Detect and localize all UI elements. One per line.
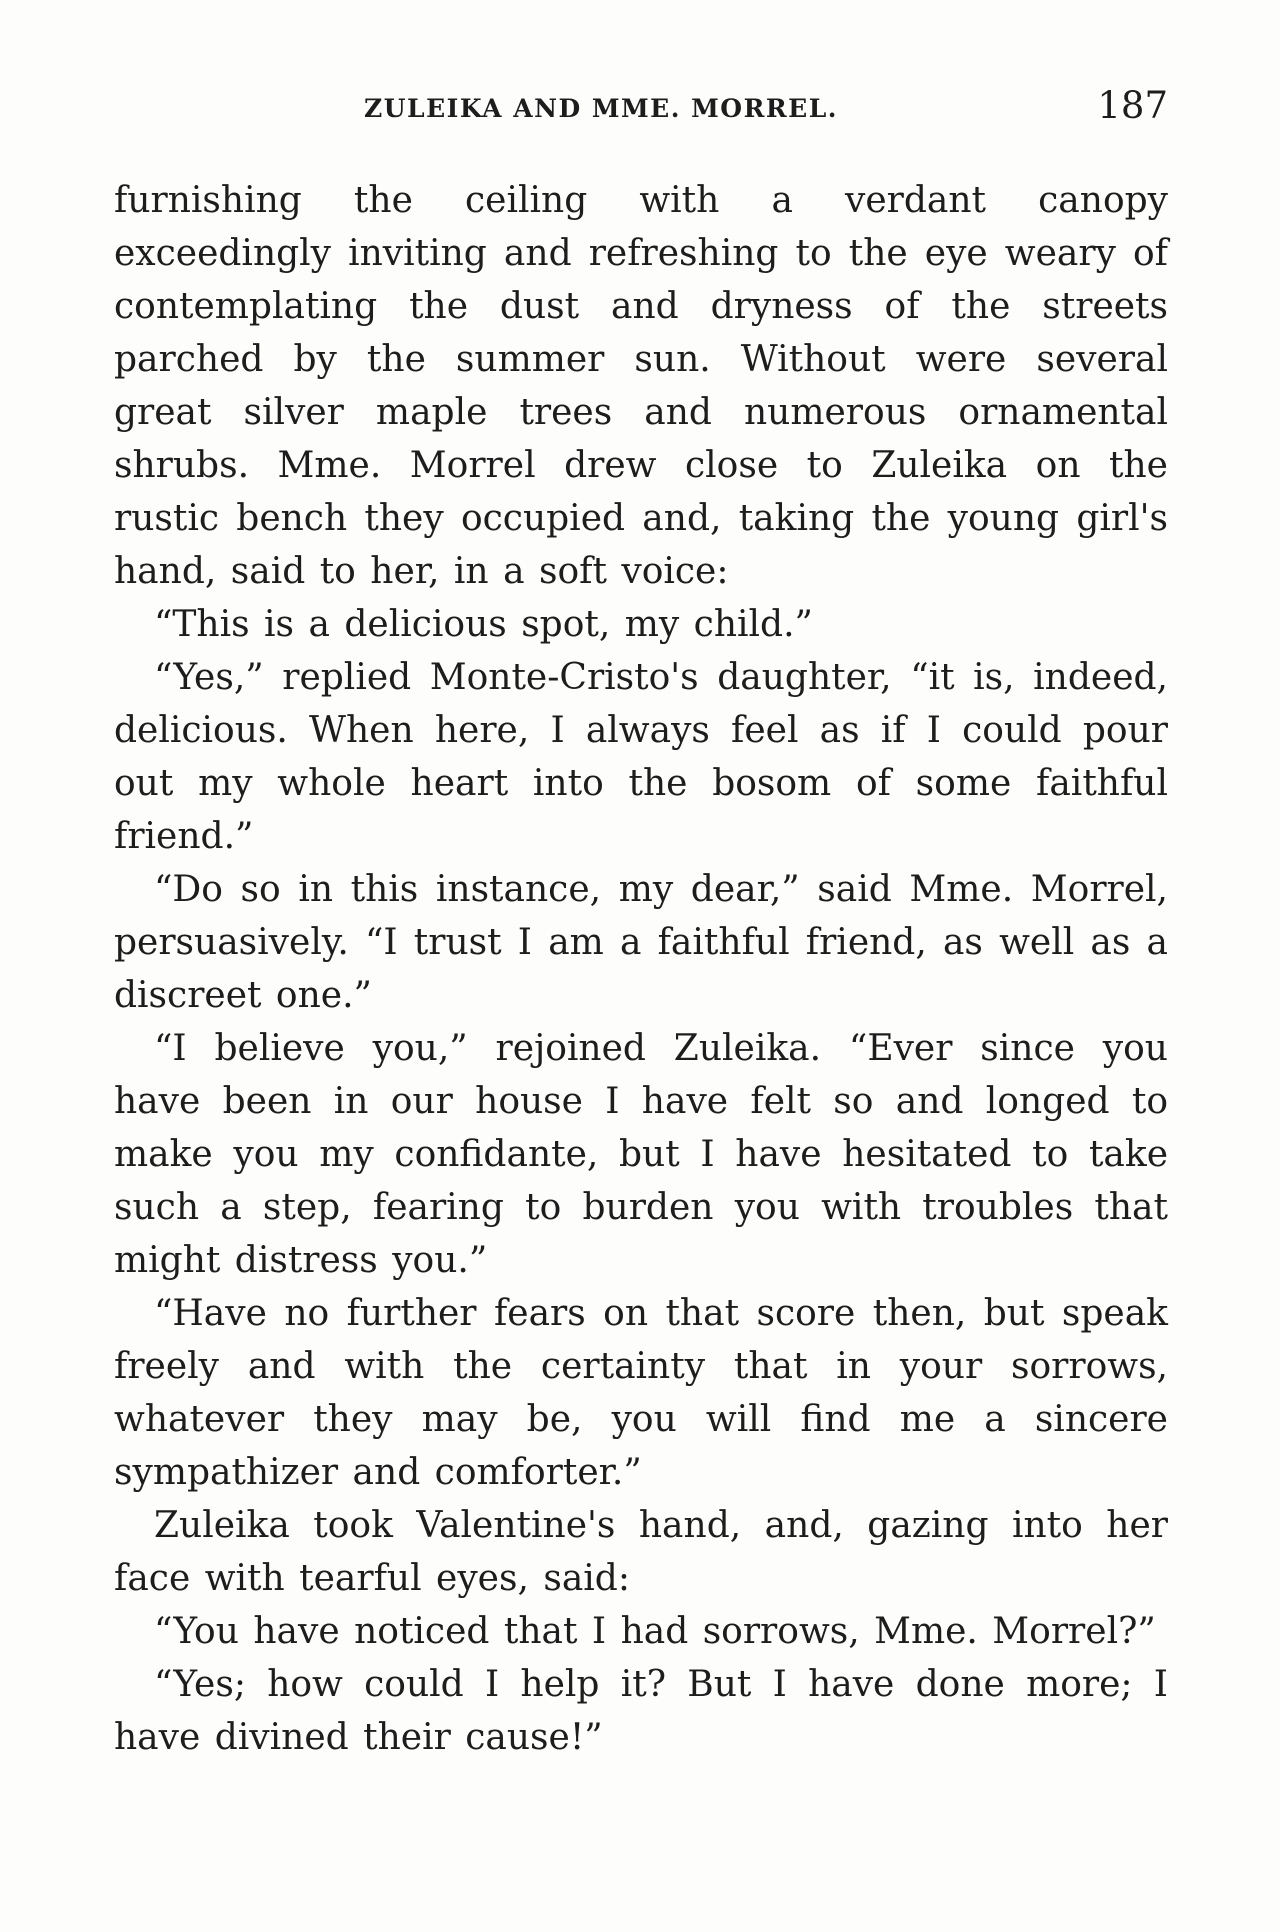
paragraph: “Yes; how could I help it? But I have done more; I have divined their cause!” bbox=[114, 1664, 1168, 1758]
paragraph: “Do so in this instance, my dear,” said Mme. Morrel, persuasively. “I trust I am a faithful friend, as well as a discreet one.” bbox=[114, 869, 1168, 1016]
paragraph: furnishing the ceiling with a verdant canopy exceedingly inviting and refreshing to the eye weary of contemplating the dust and dryness of the streets parched by the summer sun. Without were several great silver maple trees and numerous ornamental shrubs. Mme. Morrel drew close to Zuleika on the rustic bench they occupied and, taking the young girl's hand, said to her, in a soft voice: bbox=[114, 180, 1168, 592]
paragraph: “I believe you,” rejoined Zuleika. “Ever since you have been in our house I have felt so and longed to make you my confidante, but I have hesitated to take such a step, fearing to burden you with troubles that might distress you.” bbox=[114, 1028, 1168, 1281]
running-head: ZULEIKA AND MME. MORREL. bbox=[364, 94, 838, 123]
paragraph: “Yes,” replied Monte-Cristo's daughter, “it is, indeed, delicious. When here, I always feel as if I could pour out my whole heart into the bosom of some faithful friend.” bbox=[114, 657, 1168, 857]
body-text bbox=[114, 174, 1168, 1764]
paragraph: “This is a delicious spot, my child.” bbox=[154, 604, 813, 645]
page-header bbox=[114, 84, 1168, 144]
paragraph: “You have noticed that I had sorrows, Mme. Morrel?” bbox=[154, 1611, 1156, 1652]
paragraph: “Have no further fears on that score then, but speak freely and with the certainty that in your sorrows, whatever they may be, you will find me a sincere sympathizer and comforter.” bbox=[114, 1293, 1168, 1493]
paragraph: Zuleika took Valentine's hand, and, gazing into her face with tearful eyes, said: bbox=[114, 1505, 1168, 1599]
page-number: 187 bbox=[1097, 84, 1168, 127]
